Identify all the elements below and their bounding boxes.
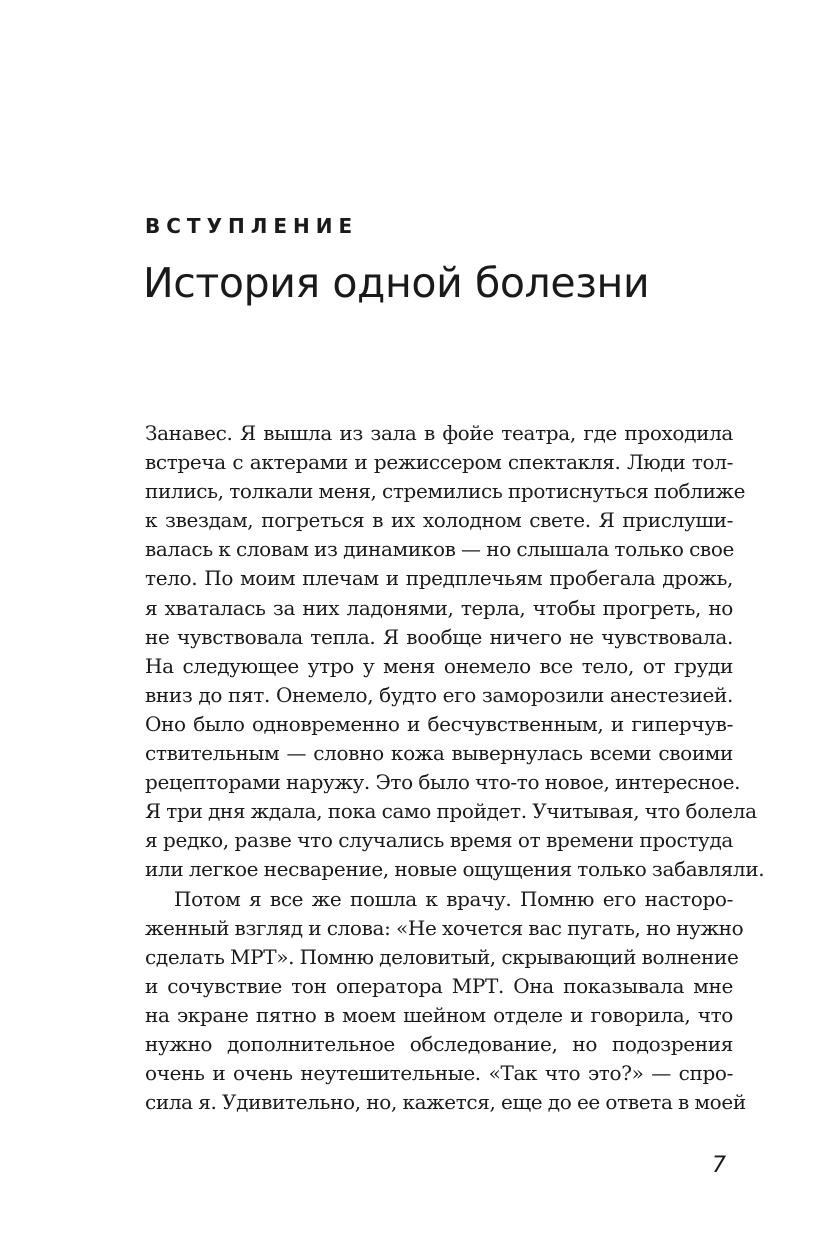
- page-number: 7: [712, 1153, 726, 1178]
- text-line: или легкое несварение, новые ощущения только забавляли.: [145, 857, 765, 882]
- text-line: ствительным — словно кожа вывернулась всеми своими: [145, 741, 733, 766]
- text-line: сила я. Удивительно, но, кажется, еще до ее ответа в моей: [145, 1090, 746, 1115]
- text-line: сделать МРТ». Помню деловитый, скрывающий волнение: [145, 944, 739, 969]
- text-line: Я три дня ждала, пока само пройдет. Учитывая, что болела: [145, 799, 757, 824]
- text-line: не чувствовала тепла. Я вообще ничего не чувствовала.: [145, 624, 733, 649]
- text-line: к звездам, погреться в их холодном свете. Я прислуши-: [145, 508, 733, 533]
- paragraph-2: [145, 885, 746, 1118]
- text-line: На следующее утро у меня онемело все тело, от груди: [145, 653, 733, 678]
- text-line: Оно было одновременно и бесчувственным, и гиперчув-: [145, 711, 733, 736]
- chapter-label: ВСТУПЛЕНИЕ: [145, 214, 359, 238]
- text-line: вниз до пят. Онемело, будто его заморозили анестезией.: [145, 682, 733, 707]
- text-line: женный взгляд и слова: «Не хочется вас пугать, но нужно: [145, 915, 744, 940]
- text-line: я редко, разве что случались время от времени простуда: [145, 828, 733, 853]
- text-line: Занавес. Я вышла из зала в фойе театра, где проходила: [145, 421, 733, 445]
- body-text: [145, 419, 765, 1117]
- paragraph-1: [145, 419, 765, 885]
- text-line: очень и очень неутешительные. «Так что это?» — спро-: [145, 1061, 733, 1086]
- text-line: нужно дополнительное обследование, но подозрения: [145, 1031, 733, 1056]
- text-line: я хваталась за них ладонями, терла, чтобы прогреть, но: [145, 595, 733, 620]
- text-line: Потом я все же пошла к врачу. Помню его насторо-: [174, 886, 733, 911]
- text-line: и сочувствие тон оператора МРТ. Она показывала мне: [145, 973, 733, 998]
- text-line: рецепторами наружу. Это было что-то новое, интересное.: [145, 770, 741, 795]
- text-line: тело. По моим плечам и предплечьям пробегала дрожь,: [145, 566, 733, 591]
- text-line: валась к словам из динамиков — но слышала только свое: [145, 537, 735, 562]
- text-line: встреча с актерами и режиссером спектакля. Люди тол-: [145, 450, 733, 475]
- chapter-title: История одной болезни: [143, 259, 650, 307]
- text-line: пились, толкали меня, стремились протиснуться поближе: [145, 479, 746, 504]
- text-line: на экране пятно в моем шейном отделе и говорила, что: [145, 1002, 733, 1027]
